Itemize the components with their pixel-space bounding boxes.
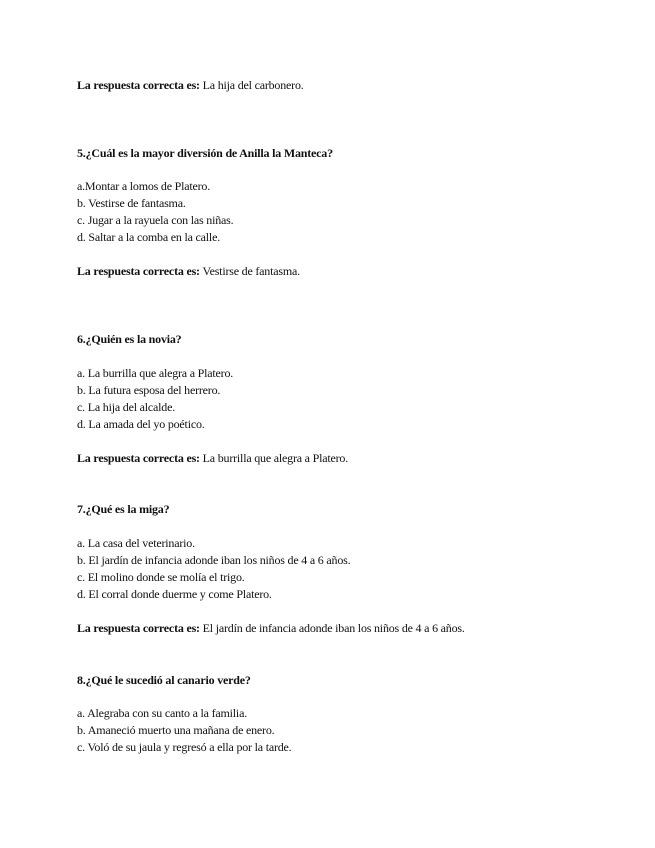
answer-label: La respuesta correcta es: <box>77 621 200 635</box>
answer-text: Vestirse de fantasma. <box>202 264 300 278</box>
answer-q5 <box>77 264 300 278</box>
answer-q4 <box>77 78 304 92</box>
question-8-option-b: b. Amaneció muerto una mañana de enero. <box>77 723 275 737</box>
question-5-option-b: b. Vestirse de fantasma. <box>77 196 186 210</box>
answer-text: La burrilla que alegra a Platero. <box>202 451 348 465</box>
question-6-option-a: a. La burrilla que alegra a Platero. <box>77 366 234 380</box>
question-7-option-b: b. El jardín de infancia adonde iban los niños de 4 a 6 años. <box>77 553 351 567</box>
question-8-option-c: c. Voló de su jaula y regresó a ella por la tarde. <box>77 740 292 754</box>
question-7-option-d: d. El corral donde duerme y come Platero. <box>77 587 272 601</box>
question-6-option-d: d. La amada del yo poético. <box>77 417 205 431</box>
question-6-option-b: b. La futura esposa del herrero. <box>77 383 221 397</box>
question-6-title: 6.¿Quién es la novia? <box>77 332 182 346</box>
question-5-option-a: a.Montar a lomos de Platero. <box>77 179 211 193</box>
question-8-option-a: a. Alegraba con su canto a la familia. <box>77 706 247 720</box>
answer-label: La respuesta correcta es: <box>77 264 200 278</box>
answer-label: La respuesta correcta es: <box>77 451 200 465</box>
question-5-option-d: d. Saltar a la comba en la calle. <box>77 230 220 244</box>
question-6-option-c: c. La hija del alcalde. <box>77 400 176 414</box>
answer-text: El jardín de infancia adonde iban los niños de 4 a 6 años. <box>202 621 465 635</box>
answer-label: La respuesta correcta es: <box>77 78 200 92</box>
answer-q6 <box>77 451 348 465</box>
question-7-title: 7.¿Qué es la miga? <box>77 502 170 516</box>
question-7-option-c: c. El molino donde se molía el trigo. <box>77 570 245 584</box>
question-5-option-c: c. Jugar a la rayuela con las niñas. <box>77 213 234 227</box>
question-5-title: 5.¿Cuál es la mayor diversión de Anilla la Manteca? <box>77 146 333 160</box>
answer-text: La hija del carbonero. <box>202 78 304 92</box>
question-8-title: 8.¿Qué le sucedió al canario verde? <box>77 673 251 687</box>
answer-q7 <box>77 621 465 635</box>
question-7-option-a: a. La casa del veterinario. <box>77 536 195 550</box>
